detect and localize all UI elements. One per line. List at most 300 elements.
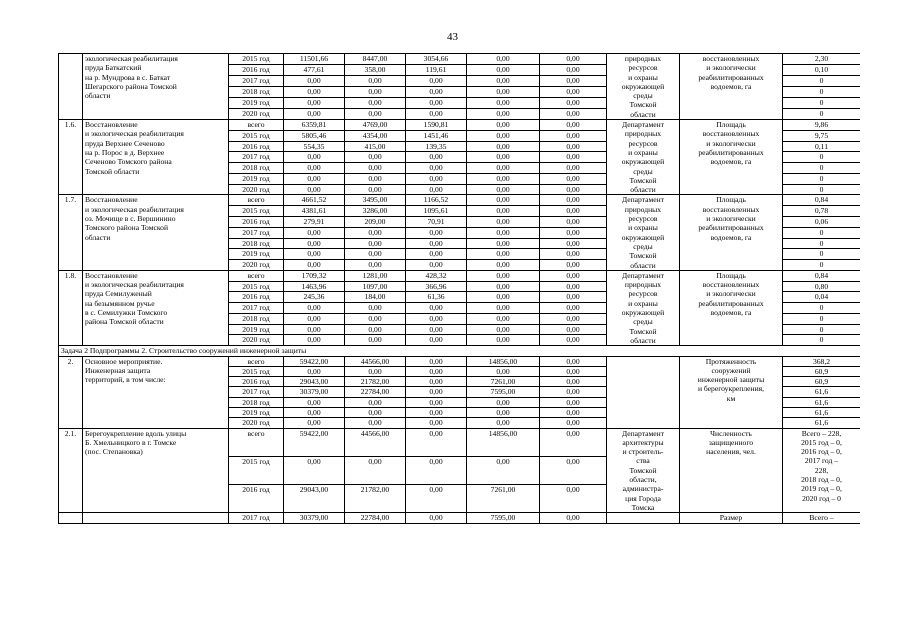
year-cell: 2019 год <box>229 249 284 260</box>
regional-cell: 366,96 <box>406 281 467 292</box>
indicator-value: 60,9 <box>783 377 861 387</box>
local-cell: 7261,00 <box>467 485 540 513</box>
other-cell: 0,00 <box>540 64 607 75</box>
year-cell: всего <box>229 428 284 456</box>
other-cell: 0,00 <box>540 335 607 346</box>
item-name: экологическая реабилитация пруда Баткатский на р. Мундрова в с. Баткат Шегарского района Томской области <box>83 54 229 120</box>
year-cell: 2016 год <box>229 216 284 227</box>
table-row <box>59 356 861 366</box>
federal-cell: 0,00 <box>345 397 406 407</box>
other-cell: 0,00 <box>540 281 607 292</box>
federal-cell: 1097,00 <box>345 281 406 292</box>
local-cell: 0,00 <box>467 109 540 120</box>
regional-cell: 0,00 <box>406 249 467 260</box>
local-cell: 0,00 <box>467 227 540 238</box>
item-name: Основное мероприятие. Инженерная защита территорий, в том числе: <box>83 356 229 428</box>
year-cell: 2019 год <box>229 98 284 109</box>
local-cell: 7595,00 <box>467 513 540 523</box>
federal-cell: 3495,00 <box>345 195 406 206</box>
item-number <box>59 54 83 120</box>
regional-cell: 0,00 <box>406 238 467 249</box>
federal-cell: 44566,00 <box>345 428 406 456</box>
year-cell: 2018 год <box>229 87 284 98</box>
total-cell: 0,00 <box>284 227 345 238</box>
other-cell: 0,00 <box>540 407 607 417</box>
indicator-value: 61,6 <box>783 418 861 428</box>
regional-cell: 61,36 <box>406 292 467 303</box>
regional-cell: 0,00 <box>406 513 467 523</box>
indicator-value: 0 <box>783 324 861 335</box>
other-cell: 0,00 <box>540 313 607 324</box>
other-cell: 0,00 <box>540 75 607 86</box>
table-row <box>59 428 861 456</box>
total-cell: 554,35 <box>284 141 345 152</box>
regional-cell: 0,00 <box>406 313 467 324</box>
federal-cell: 0,00 <box>345 456 406 484</box>
local-cell: 0,00 <box>467 260 540 271</box>
other-cell: 0,00 <box>540 260 607 271</box>
regional-cell: 0,00 <box>406 75 467 86</box>
local-cell: 0,00 <box>467 75 540 86</box>
other-cell: 0,00 <box>540 428 607 456</box>
other-cell: 0,00 <box>540 249 607 260</box>
indicator-value: 0 <box>783 87 861 98</box>
local-cell: 0,00 <box>467 313 540 324</box>
total-cell: 29043,00 <box>284 377 345 387</box>
total-cell: 59422,00 <box>284 356 345 366</box>
regional-cell: 0,00 <box>406 456 467 484</box>
other-cell: 0,00 <box>540 377 607 387</box>
year-cell: 2017 год <box>229 387 284 397</box>
regional-cell: 428,32 <box>406 270 467 281</box>
federal-cell: 44566,00 <box>345 356 406 366</box>
other-cell: 0,00 <box>540 397 607 407</box>
local-cell: 0,00 <box>467 407 540 417</box>
total-cell: 0,00 <box>284 238 345 249</box>
local-cell: 0,00 <box>467 184 540 195</box>
federal-cell: 0,00 <box>345 163 406 174</box>
indicator-value: 0 <box>783 249 861 260</box>
year-cell: 2015 год <box>229 366 284 376</box>
other-cell: 0,00 <box>540 206 607 217</box>
item-name: Восстановление и экологическая реабилитация оз. Мочище в с. Вершинино Томского района Томской области <box>83 195 229 270</box>
indicator-value: Всего – <box>783 513 861 523</box>
indicator-value: 0 <box>783 335 861 346</box>
year-cell: 2016 год <box>229 64 284 75</box>
local-cell: 0,00 <box>467 324 540 335</box>
item-number: 2. <box>59 356 83 428</box>
other-cell: 0,00 <box>540 292 607 303</box>
indicator-value: 0 <box>783 303 861 314</box>
year-cell: 2019 год <box>229 407 284 417</box>
task-row <box>59 346 861 356</box>
federal-cell: 0,00 <box>345 260 406 271</box>
indicator-value: 0 <box>783 152 861 163</box>
local-cell: 0,00 <box>467 456 540 484</box>
other-cell: 0,00 <box>540 87 607 98</box>
item-name-empty <box>83 513 229 523</box>
regional-cell: 0,00 <box>406 173 467 184</box>
year-cell: 2015 год <box>229 281 284 292</box>
federal-cell: 1281,00 <box>345 270 406 281</box>
regional-cell: 0,00 <box>406 356 467 366</box>
federal-cell: 0,00 <box>345 313 406 324</box>
year-cell: 2019 год <box>229 173 284 184</box>
regional-cell: 0,00 <box>406 87 467 98</box>
indicator-value: 0 <box>783 227 861 238</box>
indicator-cell: Площадь восстановленных и экологически реабилитированных водоемов, га <box>680 120 783 195</box>
local-cell: 0,00 <box>467 141 540 152</box>
regional-cell: 0,00 <box>406 184 467 195</box>
regional-cell: 0,00 <box>406 377 467 387</box>
other-cell: 0,00 <box>540 238 607 249</box>
regional-cell: 139,35 <box>406 141 467 152</box>
other-cell: 0,00 <box>540 324 607 335</box>
year-cell: 2017 год <box>229 152 284 163</box>
federal-cell: 0,00 <box>345 335 406 346</box>
year-cell: 2016 год <box>229 141 284 152</box>
other-cell: 0,00 <box>540 356 607 366</box>
federal-cell: 358,00 <box>345 64 406 75</box>
item-number-empty <box>59 513 83 523</box>
year-cell: 2018 год <box>229 238 284 249</box>
indicator-value: 0,04 <box>783 292 861 303</box>
local-cell: 14856,00 <box>467 428 540 456</box>
federal-cell: 415,00 <box>345 141 406 152</box>
federal-cell: 184,00 <box>345 292 406 303</box>
other-cell: 0,00 <box>540 270 607 281</box>
regional-cell: 0,00 <box>406 407 467 417</box>
year-cell: 2018 год <box>229 163 284 174</box>
regional-cell: 0,00 <box>406 387 467 397</box>
other-cell: 0,00 <box>540 173 607 184</box>
year-cell: 2020 год <box>229 418 284 428</box>
indicator-value: 0 <box>783 260 861 271</box>
regional-cell: 0,00 <box>406 485 467 513</box>
local-cell: 7595,00 <box>467 387 540 397</box>
department-cell: природных ресурсов и охраны окружающей среды Томской области <box>607 54 680 120</box>
regional-cell: 0,00 <box>406 163 467 174</box>
regional-cell: 0,00 <box>406 335 467 346</box>
other-cell: 0,00 <box>540 120 607 131</box>
local-cell: 0,00 <box>467 418 540 428</box>
indicator-value: 60,9 <box>783 366 861 376</box>
local-cell: 0,00 <box>467 303 540 314</box>
total-cell: 1709,32 <box>284 270 345 281</box>
indicator-value: 61,6 <box>783 397 861 407</box>
local-cell: 0,00 <box>467 366 540 376</box>
year-cell: всего <box>229 270 284 281</box>
local-cell: 14856,00 <box>467 356 540 366</box>
table-row <box>59 120 861 131</box>
year-cell: всего <box>229 195 284 206</box>
other-cell: 0,00 <box>540 152 607 163</box>
local-cell: 0,00 <box>467 270 540 281</box>
local-cell: 0,00 <box>467 281 540 292</box>
year-cell: 2020 год <box>229 184 284 195</box>
local-cell: 0,00 <box>467 98 540 109</box>
indicator-value: 0 <box>783 238 861 249</box>
total-cell: 1463,96 <box>284 281 345 292</box>
year-cell: 2020 год <box>229 335 284 346</box>
federal-cell: 8447,00 <box>345 54 406 64</box>
regional-cell: 0,00 <box>406 366 467 376</box>
regional-cell: 119,61 <box>406 64 467 75</box>
indicator-value: 0,06 <box>783 216 861 227</box>
total-cell: 0,00 <box>284 397 345 407</box>
other-cell: 0,00 <box>540 485 607 513</box>
year-cell: 2015 год <box>229 206 284 217</box>
other-cell: 0,00 <box>540 387 607 397</box>
indicator-value: 0 <box>783 313 861 324</box>
program-table <box>58 53 860 601</box>
total-cell: 0,00 <box>284 152 345 163</box>
item-name: Восстановление и экологическая реабилитация пруда Семилуженый на безымянном ручье в с. Семилужки Томского района Томской области <box>83 270 229 345</box>
total-cell: 0,00 <box>284 109 345 120</box>
total-cell: 0,00 <box>284 260 345 271</box>
task-title: Задача 2 Подпрограммы 2. Строительство сооружений инженерной защиты <box>59 346 861 356</box>
regional-cell: 1166,52 <box>406 195 467 206</box>
year-cell: всего <box>229 120 284 131</box>
total-cell: 30379,00 <box>284 513 345 523</box>
federal-cell: 0,00 <box>345 407 406 417</box>
table-row <box>59 54 861 64</box>
total-cell: 11501,66 <box>284 54 345 64</box>
other-cell: 0,00 <box>540 163 607 174</box>
regional-cell: 0,00 <box>406 303 467 314</box>
federal-cell: 4769,00 <box>345 120 406 131</box>
year-cell: 2015 год <box>229 456 284 484</box>
item-number: 2.1. <box>59 428 83 513</box>
table-row <box>59 270 861 281</box>
year-cell: 2018 год <box>229 313 284 324</box>
department-cell: Департамент природных ресурсов и охраны окружающей среды Томской области <box>607 270 680 345</box>
table-row <box>59 513 861 523</box>
regional-cell: 0,00 <box>406 109 467 120</box>
indicator-cell: восстановленных и экологически реабилитированных водоемов, га <box>680 54 783 120</box>
year-cell: 2017 год <box>229 75 284 86</box>
federal-cell: 0,00 <box>345 249 406 260</box>
indicator-value: 0,78 <box>783 206 861 217</box>
item-number: 1.8. <box>59 270 83 345</box>
regional-cell: 0,00 <box>406 260 467 271</box>
total-cell: 0,00 <box>284 335 345 346</box>
department-cell: Департамент природных ресурсов и охраны окружающей среды Томской области <box>607 195 680 270</box>
indicator-values-text: Всего – 228, 2015 год – 0, 2016 год – 0, 2017 год – 228, 2018 год – 0, 2019 год – 0, 2020 год – 0 <box>783 428 861 513</box>
federal-cell: 3286,00 <box>345 206 406 217</box>
regional-cell: 0,00 <box>406 98 467 109</box>
indicator-cell: Протяженность сооружений инженерной защиты и берегоукрепления, км <box>680 356 783 428</box>
year-cell: 2015 год <box>229 130 284 141</box>
indicator-value: 0 <box>783 184 861 195</box>
local-cell: 0,00 <box>467 173 540 184</box>
total-cell: 0,00 <box>284 303 345 314</box>
other-cell: 0,00 <box>540 303 607 314</box>
year-cell: 2016 год <box>229 292 284 303</box>
regional-cell: 0,00 <box>406 324 467 335</box>
indicator-value: 0,84 <box>783 270 861 281</box>
local-cell: 7261,00 <box>467 377 540 387</box>
regional-cell: 0,00 <box>406 227 467 238</box>
total-cell: 279,91 <box>284 216 345 227</box>
indicator-value: 0,84 <box>783 195 861 206</box>
indicator-value: 0 <box>783 109 861 120</box>
other-cell: 0,00 <box>540 513 607 523</box>
total-cell: 6359,81 <box>284 120 345 131</box>
regional-cell: 1095,61 <box>406 206 467 217</box>
indicator-cell: Площадь восстановленных и экологически реабилитированных водоемов, га <box>680 270 783 345</box>
local-cell: 0,00 <box>467 87 540 98</box>
other-cell: 0,00 <box>540 366 607 376</box>
year-cell: 2018 год <box>229 397 284 407</box>
total-cell: 30379,00 <box>284 387 345 397</box>
total-cell: 5805,46 <box>284 130 345 141</box>
local-cell: 0,00 <box>467 152 540 163</box>
total-cell: 59422,00 <box>284 428 345 456</box>
item-number: 1.7. <box>59 195 83 270</box>
federal-cell: 0,00 <box>345 75 406 86</box>
total-cell: 0,00 <box>284 324 345 335</box>
year-cell: 2015 год <box>229 54 284 64</box>
department-cell: Департамент природных ресурсов и охраны окружающей среды Томской области <box>607 120 680 195</box>
total-cell: 0,00 <box>284 249 345 260</box>
local-cell: 0,00 <box>467 292 540 303</box>
other-cell: 0,00 <box>540 418 607 428</box>
local-cell: 0,00 <box>467 216 540 227</box>
regional-cell: 0,00 <box>406 152 467 163</box>
indicator-value: 0,11 <box>783 141 861 152</box>
indicator-value: 61,6 <box>783 407 861 417</box>
total-cell: 0,00 <box>284 173 345 184</box>
total-cell: 0,00 <box>284 184 345 195</box>
federal-cell: 0,00 <box>345 98 406 109</box>
regional-cell: 1451,46 <box>406 130 467 141</box>
federal-cell: 0,00 <box>345 184 406 195</box>
indicator-value: 0 <box>783 173 861 184</box>
indicator-value: 368,2 <box>783 356 861 366</box>
federal-cell: 0,00 <box>345 418 406 428</box>
other-cell: 0,00 <box>540 184 607 195</box>
department-cell: Департамент архитектуры и строитель- ства Томской области, администра- ция Города Томска <box>607 428 680 513</box>
year-cell: 2016 год <box>229 377 284 387</box>
federal-cell: 0,00 <box>345 227 406 238</box>
item-name: Восстановление и экологическая реабилитация пруда Верхнее Сеченово на р. Порос в д. Верхнее Сеченово Томского района Томской области <box>83 120 229 195</box>
federal-cell: 209,00 <box>345 216 406 227</box>
local-cell: 0,00 <box>467 163 540 174</box>
total-cell: 0,00 <box>284 75 345 86</box>
year-cell: 2017 год <box>229 303 284 314</box>
total-cell: 0,00 <box>284 456 345 484</box>
indicator-value: 61,6 <box>783 387 861 397</box>
local-cell: 0,00 <box>467 64 540 75</box>
indicator-cell: Численность защищенного населения, чел. <box>680 428 783 513</box>
other-cell: 0,00 <box>540 130 607 141</box>
department-cell <box>607 356 680 428</box>
federal-cell: 21782,00 <box>345 377 406 387</box>
indicator-value: 0 <box>783 75 861 86</box>
total-cell: 0,00 <box>284 418 345 428</box>
indicator-value: 9,86 <box>783 120 861 131</box>
total-cell: 0,00 <box>284 87 345 98</box>
federal-cell: 0,00 <box>345 152 406 163</box>
indicator-value: 0 <box>783 98 861 109</box>
indicator-value: 9,75 <box>783 130 861 141</box>
year-cell: 2017 год <box>229 513 284 523</box>
local-cell: 0,00 <box>467 54 540 64</box>
federal-cell: 21782,00 <box>345 485 406 513</box>
table-body <box>59 54 861 523</box>
local-cell: 0,00 <box>467 130 540 141</box>
item-name: Берегоукрепление вдоль улицы Б. Хмельницкого в г. Томске (пос. Степановка) <box>83 428 229 513</box>
federal-cell: 4354,00 <box>345 130 406 141</box>
year-cell: 2017 год <box>229 227 284 238</box>
year-cell: 2016 год <box>229 485 284 513</box>
total-cell: 0,00 <box>284 98 345 109</box>
other-cell: 0,00 <box>540 456 607 484</box>
local-cell: 0,00 <box>467 206 540 217</box>
page-number: 43 <box>447 31 458 43</box>
local-cell: 0,00 <box>467 397 540 407</box>
year-cell: 2019 год <box>229 324 284 335</box>
local-cell: 0,00 <box>467 335 540 346</box>
total-cell: 4381,61 <box>284 206 345 217</box>
federal-cell: 22784,00 <box>345 387 406 397</box>
table-row <box>59 195 861 206</box>
local-cell: 0,00 <box>467 238 540 249</box>
total-cell: 0,00 <box>284 366 345 376</box>
year-cell: 2020 год <box>229 260 284 271</box>
total-cell: 245,36 <box>284 292 345 303</box>
other-cell: 0,00 <box>540 54 607 64</box>
year-cell: 2020 год <box>229 109 284 120</box>
total-cell: 0,00 <box>284 163 345 174</box>
regional-cell: 0,00 <box>406 397 467 407</box>
federal-cell: 0,00 <box>345 324 406 335</box>
federal-cell: 0,00 <box>345 366 406 376</box>
department-cell-empty <box>607 513 680 523</box>
indicator-cell: Размер <box>680 513 783 523</box>
federal-cell: 22784,00 <box>345 513 406 523</box>
regional-cell: 3054,66 <box>406 54 467 64</box>
indicator-value: 0,10 <box>783 64 861 75</box>
local-cell: 0,00 <box>467 195 540 206</box>
year-cell: всего <box>229 356 284 366</box>
total-cell: 0,00 <box>284 313 345 324</box>
indicator-value: 2,30 <box>783 54 861 64</box>
federal-cell: 0,00 <box>345 109 406 120</box>
other-cell: 0,00 <box>540 195 607 206</box>
local-cell: 0,00 <box>467 249 540 260</box>
regional-cell: 1590,81 <box>406 120 467 131</box>
indicator-cell: Площадь восстановленных и экологически реабилитированных водоемов, га <box>680 195 783 270</box>
regional-cell: 0,00 <box>406 418 467 428</box>
total-cell: 29043,00 <box>284 485 345 513</box>
indicator-value: 0,80 <box>783 281 861 292</box>
total-cell: 4661,52 <box>284 195 345 206</box>
regional-cell: 0,00 <box>406 428 467 456</box>
regional-cell: 70,91 <box>406 216 467 227</box>
item-number: 1.6. <box>59 120 83 195</box>
other-cell: 0,00 <box>540 216 607 227</box>
indicator-value: 0 <box>783 163 861 174</box>
other-cell: 0,00 <box>540 98 607 109</box>
federal-cell: 0,00 <box>345 238 406 249</box>
federal-cell: 0,00 <box>345 87 406 98</box>
other-cell: 0,00 <box>540 141 607 152</box>
total-cell: 477,61 <box>284 64 345 75</box>
other-cell: 0,00 <box>540 109 607 120</box>
federal-cell: 0,00 <box>345 173 406 184</box>
